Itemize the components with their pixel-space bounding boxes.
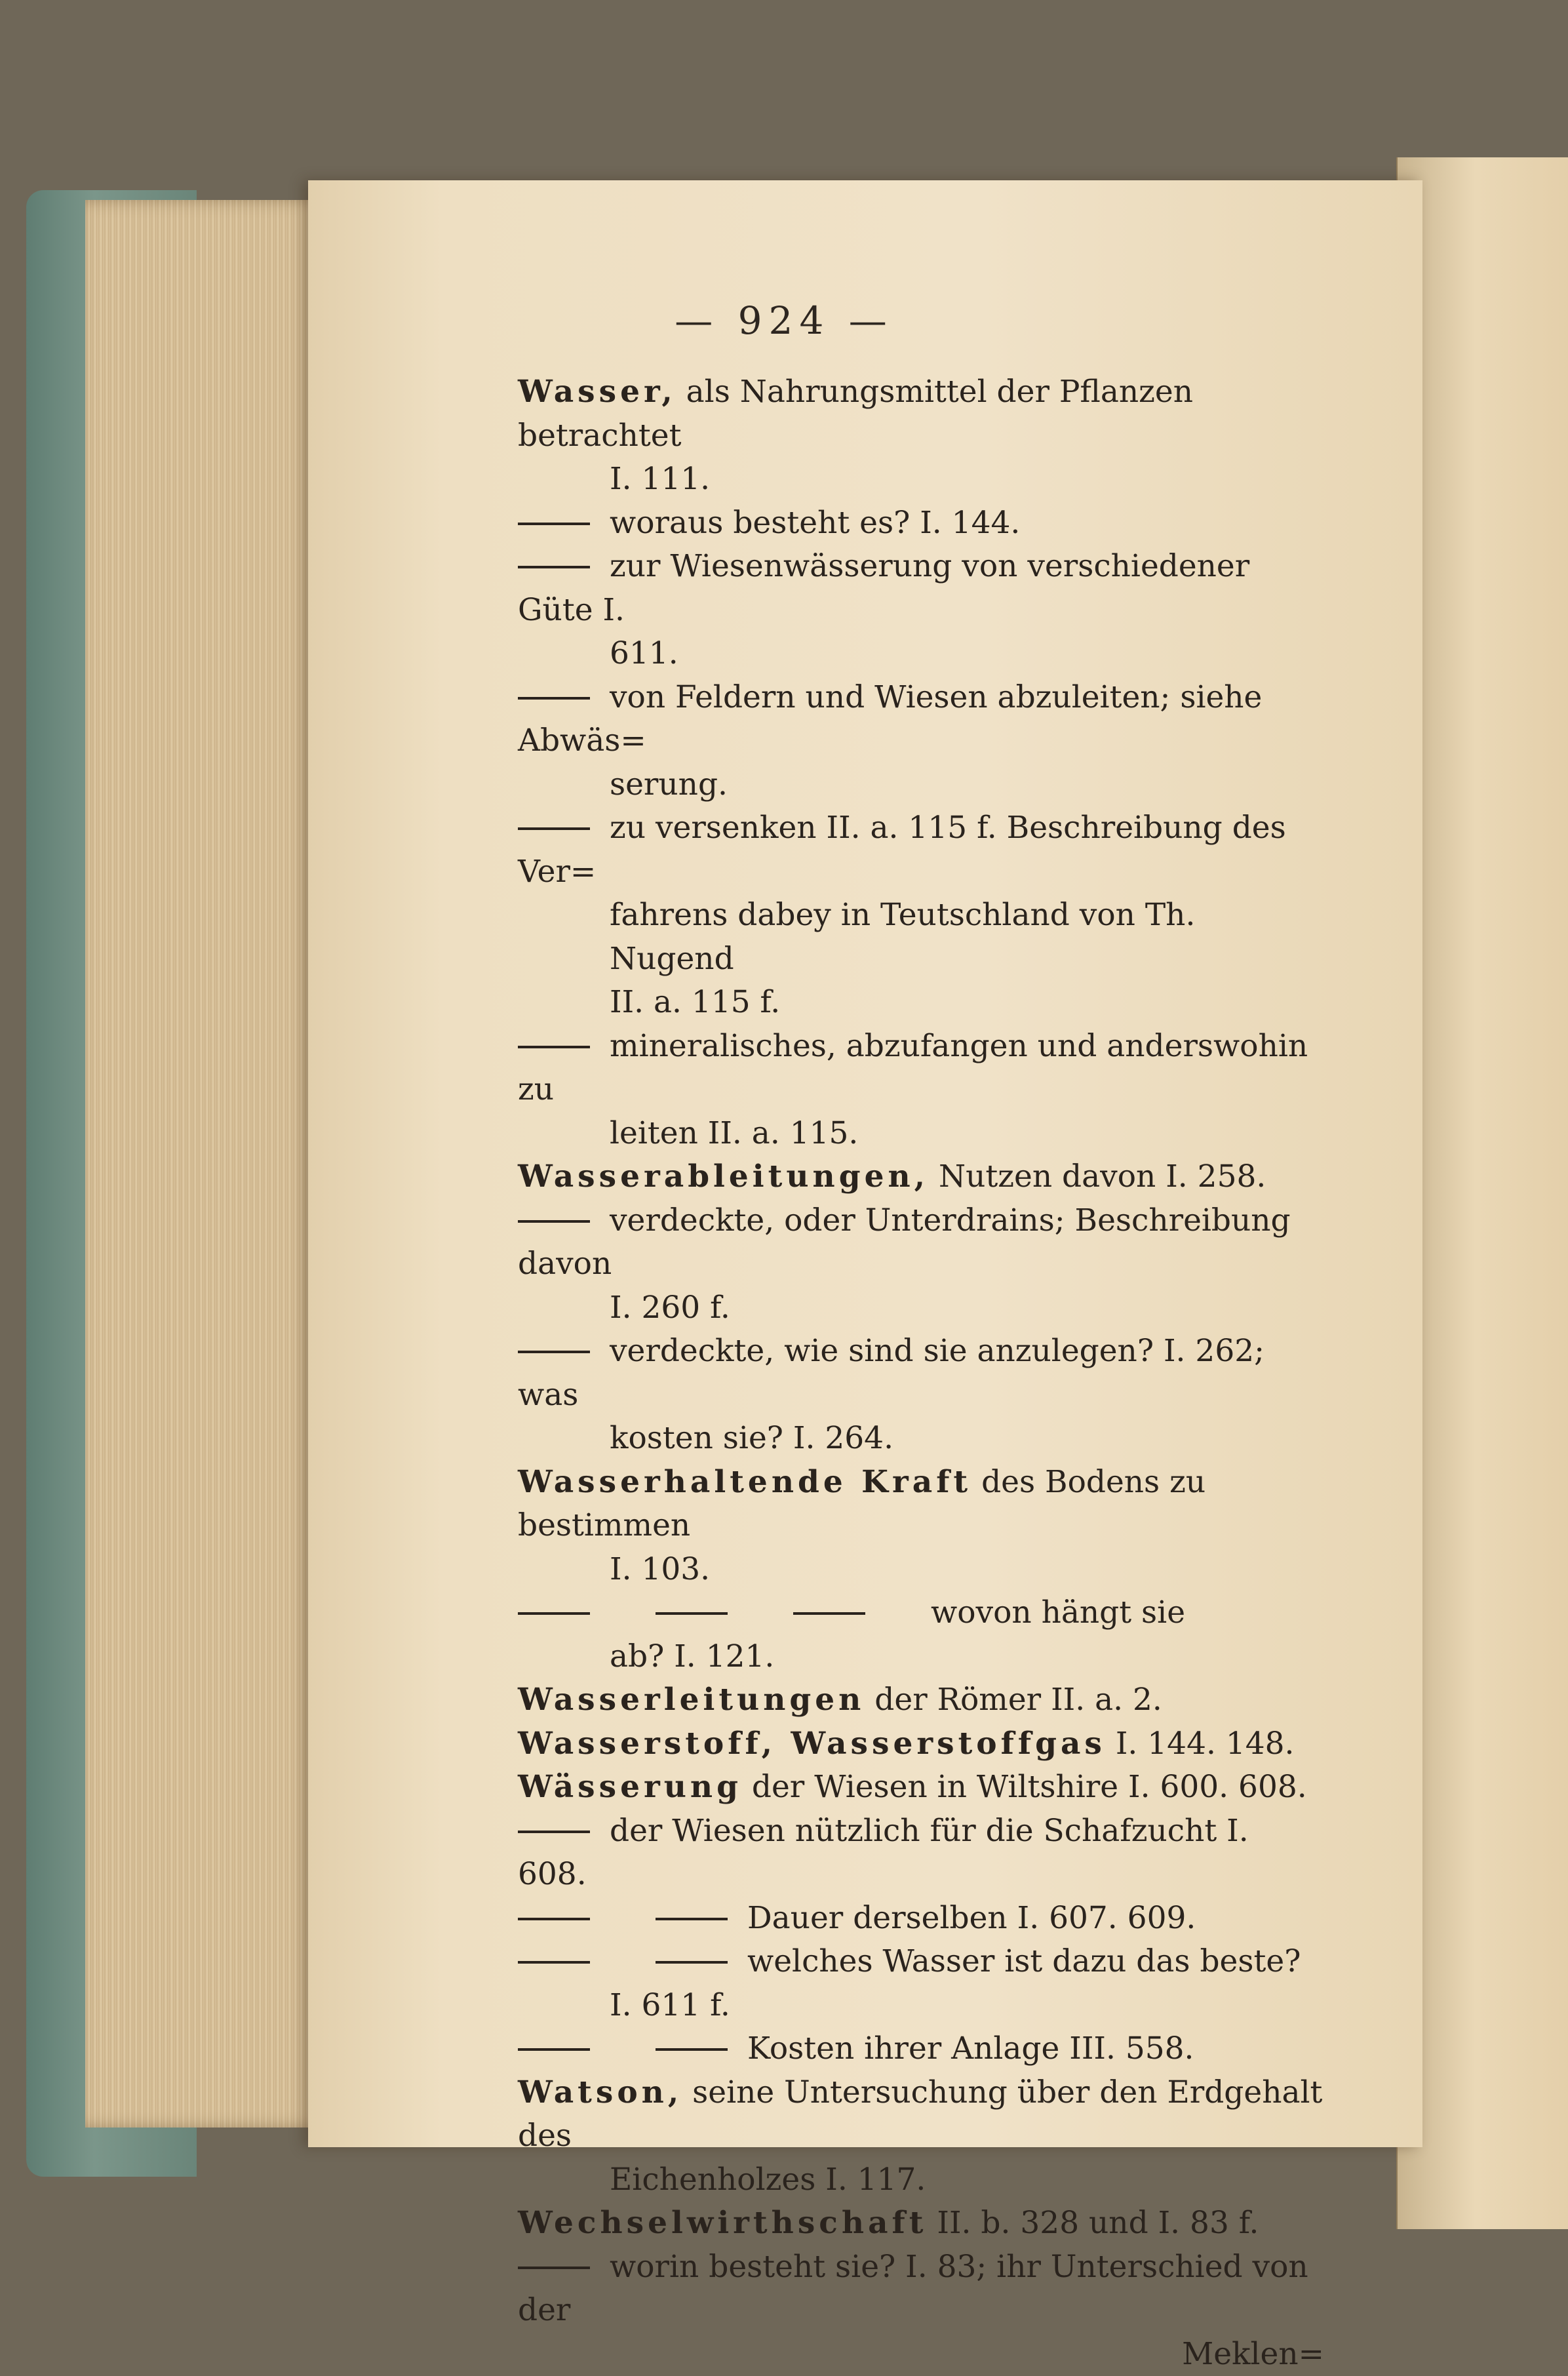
entry-text: wovon hängt sie [931,1594,1185,1631]
entry-text: Nutzen davon I. 258. [939,1158,1266,1195]
ditto-dash [518,1612,590,1615]
entry-text: der Wiesen nützlich für die Schafzucht I. 608. [518,1813,1249,1893]
entry-headword: Watson, [518,2074,682,2110]
index-entry [518,676,1324,763]
index-entry [518,1897,1324,1941]
index-entry [518,1199,1324,1286]
index-entry [518,2071,1324,2158]
entry-headword: Wasser, [518,374,676,410]
ditto-dash [518,697,590,700]
ditto-dash [518,1220,590,1223]
ditto-dash [518,1831,590,1833]
page-edges [85,200,321,2128]
entry-headword: Wässerung [518,1769,742,1805]
ditto-dash [793,1612,865,1615]
entry-continuation: serung. [518,763,1324,807]
entry-continuation: 611. [518,632,1324,676]
index-entry [518,1155,1324,1199]
ditto-dash [518,1961,590,1964]
entry-continuation: I. 103. [518,1548,1324,1592]
index-entry [518,2202,1324,2246]
entry-headword: Wechselwirthschaft [518,2205,927,2241]
entry-text: von Feldern und Wiesen abzuleiten; siehe Abwäs= [518,679,1262,759]
ditto-dash [518,1351,590,1353]
entry-text: I. 144. 148. [1116,1726,1295,1762]
ditto-dash [656,2048,728,2051]
entry-text: Kosten ihrer Anlage III. 558. [747,2030,1194,2067]
entry-continuation: II. a. 115 f. [518,981,1324,1025]
ditto-dash [518,2048,590,2051]
ditto-dash [518,1918,590,1920]
entry-continuation: ab? I. 121. [518,1635,1324,1679]
index-entry [518,2027,1324,2071]
entry-text: II. b. 328 und I. 83 f. [937,2205,1259,2241]
entry-continuation: kosten sie? I. 264. [518,1417,1324,1461]
ditto-dash [656,1918,728,1920]
ditto-dash [518,1046,590,1048]
entry-headword: Wasserhaltende Kraft [518,1464,971,1500]
entry-text: des Bodens zu bestimmen [518,1464,1205,1544]
entry-text: der Römer II. a. 2. [874,1682,1162,1718]
index-entry [518,806,1324,894]
index-entry [518,2246,1324,2333]
index-entry [518,1810,1324,1897]
page-number: — 924 — [0,298,1568,343]
entry-text: der Wiesen in Wiltshire I. 600. 608. [752,1769,1307,1805]
index-entry [518,1940,1324,1984]
index-entry [518,370,1324,458]
index-entry [518,1025,1324,1112]
entry-headword: Wasserleitungen [518,1682,865,1718]
entry-text: als Nahrungsmittel der Pflanzen betrachtet [518,374,1193,454]
ditto-dash [656,1961,728,1964]
entry-text: seine Untersuchung über den Erdgehalt des [518,2074,1322,2154]
entry-continuation: I. 111. [518,458,1324,502]
index-entry [518,1461,1324,1548]
catchword: Meklen= [518,2333,1324,2376]
ditto-dash [518,2267,590,2269]
ditto-dash [656,1612,728,1615]
entry-continuation: fahrens dabey in Teutschland von Th. Nugend [518,894,1324,981]
ditto-dash [518,523,590,525]
entry-text: zu versenken II. a. 115 f. Beschreibung des Ver= [518,810,1286,890]
index-entry [518,1330,1324,1417]
entry-continuation: I. 260 f. [518,1286,1324,1330]
entry-continuation: Eichenholzes I. 117. [518,2158,1324,2202]
entry-headword: Wasserstoff, Wasserstoffgas [518,1726,1106,1762]
index-entries [518,370,1324,2376]
entry-text: verdeckte, wie sind sie anzulegen? I. 262; was [518,1333,1264,1413]
index-entry [518,1591,1324,1635]
entry-text: zur Wiesenwässerung von verschiedener Güte I. [518,548,1249,628]
entry-text: worin besteht sie? I. 83; ihr Unterschied von der [518,2249,1308,2329]
entry-text: woraus besteht es? I. 144. [610,505,1020,541]
index-entry [518,502,1324,545]
index-entry [518,1722,1324,1766]
index-entry [518,545,1324,632]
entry-continuation: leiten II. a. 115. [518,1112,1324,1156]
index-entry [518,1766,1324,1810]
entry-headword: Wasserableitungen, [518,1158,929,1195]
index-entry [518,1678,1324,1722]
entry-text: welches Wasser ist dazu das beste? [747,1943,1301,1979]
ditto-dash [518,827,590,830]
entry-text: Dauer derselben I. 607. 609. [747,1900,1196,1936]
entry-text: verdeckte, oder Unterdrains; Beschreibung davon [518,1202,1291,1282]
entry-text: mineralisches, abzufangen und anderswohin zu [518,1028,1308,1108]
ditto-dash [518,566,590,568]
entry-continuation: I. 611 f. [518,1984,1324,2028]
